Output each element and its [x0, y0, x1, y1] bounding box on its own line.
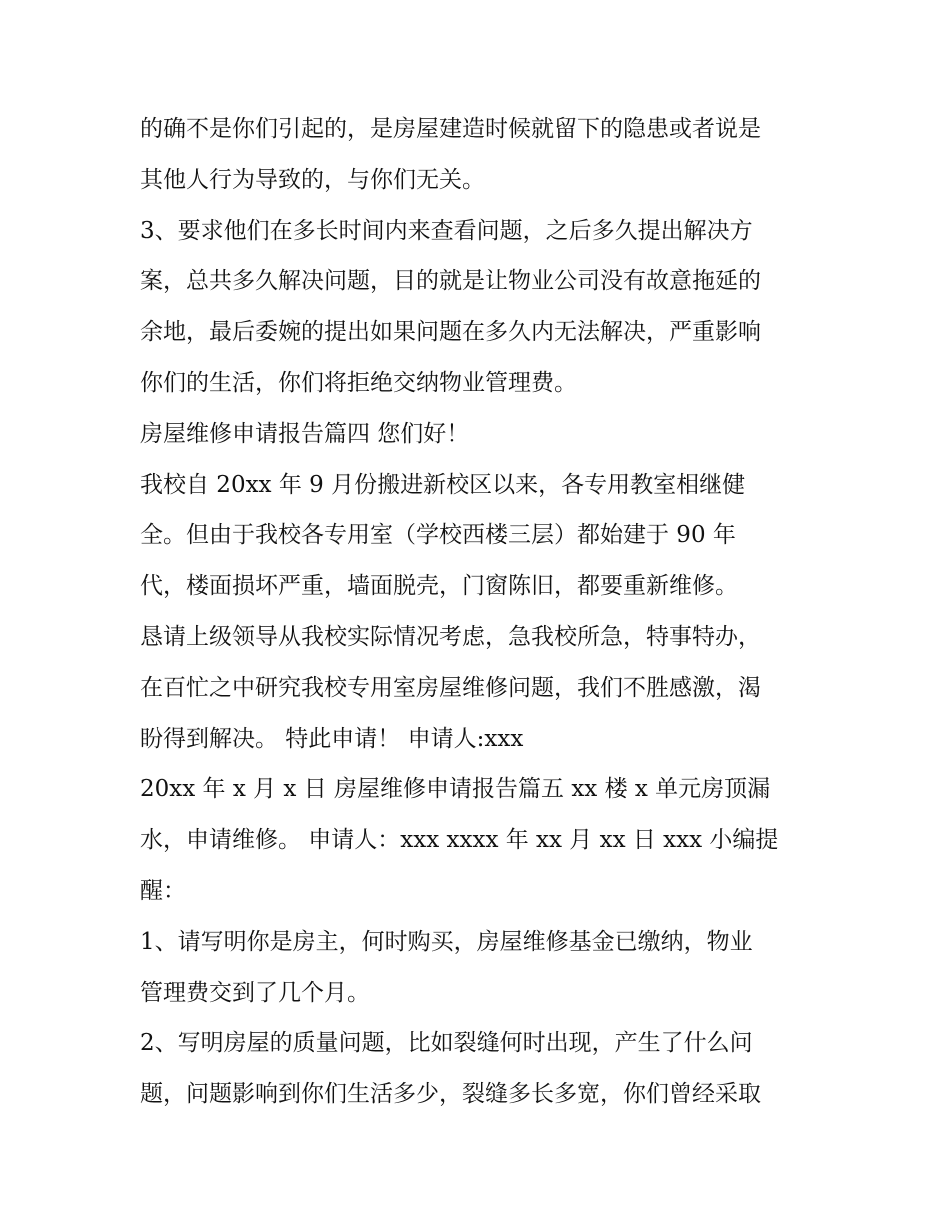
- text-line: 盼得到解决。 特此申请！ 申请人:xxx: [140, 725, 524, 752]
- text-line: 2、写明房屋的质量问题，比如裂缝何时出现，产生了什么问: [140, 1030, 753, 1057]
- text-line: 其他人行为导致的，与你们无关。: [140, 166, 485, 193]
- text-line: 恳请上级领导从我校实际情况考虑，急我校所急，特事特办，: [140, 623, 761, 650]
- text-line: 余地，最后委婉的提出如果问题在多久内无法解决，严重影响: [140, 319, 761, 346]
- document-body: [140, 104, 820, 1120]
- text-line: 题，问题影响到你们生活多少，裂缝多长多宽，你们曾经采取: [140, 1081, 761, 1108]
- text-line: 20xx 年 x 月 x 日 房屋维修申请报告篇五 xx 楼 x 单元房顶漏: [140, 776, 771, 803]
- text-line: 管理费交到了几个月。: [140, 979, 370, 1006]
- text-line: 的确不是你们引起的，是房屋建造时候就留下的隐患或者说是: [140, 116, 761, 142]
- text-line: 1、请写明你是房主，何时购买，房屋维修基金已缴纳，物业: [140, 928, 753, 955]
- text-line: 你们的生活，你们将拒绝交纳物业管理费。: [140, 369, 577, 396]
- text-line: 案，总共多久解决问题，目的就是让物业公司没有故意拖延的: [140, 268, 761, 295]
- text-line: 在百忙之中研究我校专用室房屋维修问题，我们不胜感激，渴: [140, 674, 761, 701]
- text-line: 代，楼面损坏严重，墙面脱壳，门窗陈旧，都要重新维修。: [140, 573, 738, 600]
- text-line: 全。但由于我校各专用室（学校西楼三层）都始建于 90 年: [140, 522, 736, 549]
- text-line: 醒：: [140, 877, 186, 904]
- section-heading-line: 房屋维修申请报告篇四 您们好！: [140, 420, 470, 447]
- text-line: 3、要求他们在多长时间内来查看问题，之后多久提出解决方: [140, 217, 753, 244]
- text-line: 我校自 20xx 年 9 月份搬进新校区以来，各专用教室相继健: [140, 471, 746, 498]
- text-line: 水，申请维修。 申请人：xxx xxxx 年 xx 月 xx 日 xxx 小编提: [140, 827, 779, 854]
